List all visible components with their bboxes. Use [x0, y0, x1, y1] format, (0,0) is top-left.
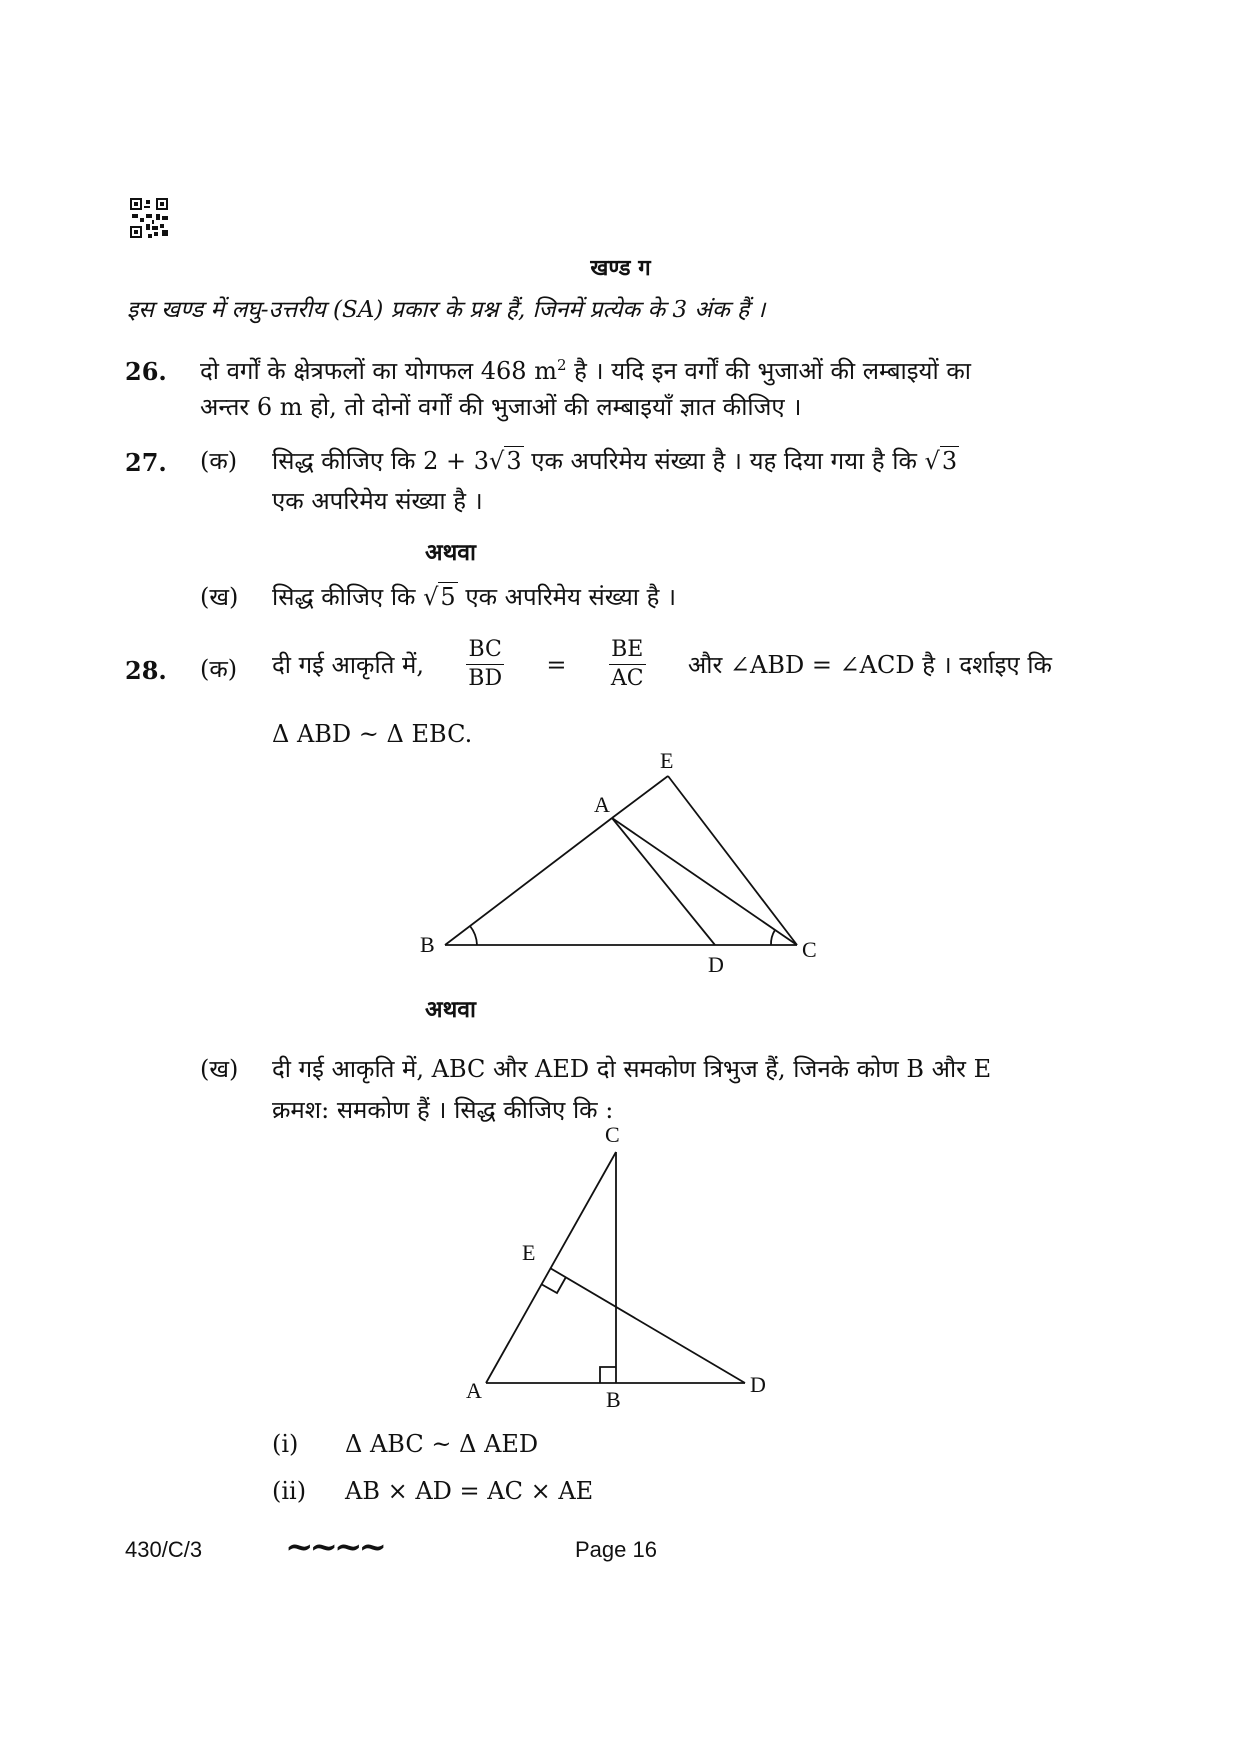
segment-ae — [612, 776, 668, 818]
sqrt-symbol: √3 — [924, 447, 958, 475]
question-28a-line2: Δ ABD ~ Δ EBC. — [272, 720, 473, 748]
part-i-text: Δ ABC ~ Δ AED — [345, 1430, 539, 1458]
question-27a-line1 — [272, 444, 959, 477]
question-26-line1 — [200, 354, 971, 387]
section-title: खण्ड ग — [590, 255, 651, 281]
question-28b-line1: दी गई आकृति में, ABC और AED दो समकोण त्रिभुज हैं, जिनके कोण B और E — [272, 1055, 992, 1083]
question-26-text-b: है । यदि इन वर्गों की भुजाओं की लम्बाइयों का — [566, 357, 971, 385]
right-angle-mark-b — [600, 1367, 616, 1383]
angle-mark-b — [470, 926, 477, 945]
question-number-28: 28. — [125, 656, 167, 685]
question-27b-label: (ख) — [200, 583, 239, 611]
or-label-27: अथवा — [425, 539, 477, 566]
section-note: इस खण्ड में लघु-उत्तरीय (SA) प्रकार के प्रश्न हैं, जिनमें प्रत्येक के 3 अंक हैं । — [127, 297, 766, 323]
sqrt-symbol: √5 — [423, 583, 456, 611]
segment-ac — [612, 818, 797, 945]
angle-mark-c — [771, 930, 775, 945]
question-27a-label: (क) — [200, 447, 238, 475]
label-c: C — [802, 937, 817, 962]
fraction-numerator: BE — [609, 636, 646, 665]
label-a: A — [594, 792, 610, 817]
right-angle-mark-e — [541, 1277, 566, 1293]
label-b-2: B — [606, 1387, 621, 1412]
label-b: B — [420, 932, 435, 957]
question-27a-text-a: सिद्ध कीजिए कि 2 + 3 — [272, 447, 490, 475]
fraction-be-ac — [609, 636, 646, 693]
segment-ad — [612, 818, 715, 945]
fraction-denominator: BD — [468, 666, 503, 691]
segment-ec — [668, 776, 797, 945]
question-26-line2: अन्तर 6 m हो, तो दोनों वर्गों की भुजाओं की लम्बाइयाँ ज्ञात कीजिए । — [200, 393, 802, 421]
part-ii-text: AB × AD = AC × AE — [345, 1477, 594, 1505]
question-28a-label: (क) — [200, 655, 238, 683]
question-number-26: 26. — [125, 357, 167, 386]
label-e: E — [660, 748, 674, 773]
question-27b-text-a: सिद्ध कीजिए कि — [272, 583, 424, 611]
sqrt-symbol: √3 — [489, 447, 522, 475]
segment-ed — [550, 1268, 745, 1383]
question-27a-line2: एक अपरिमेय संख्या है । — [272, 487, 483, 515]
sqrt-radicand: 3 — [941, 447, 958, 475]
qr-code-icon — [130, 198, 168, 238]
segment-ac-2 — [486, 1152, 616, 1383]
question-28a-line1 — [272, 636, 1052, 693]
label-e-2: E — [522, 1240, 536, 1265]
equals-sign: = — [546, 650, 567, 679]
fraction-bc-bd — [466, 636, 504, 693]
fraction-numerator: BC — [466, 636, 504, 665]
question-number-27: 27. — [125, 448, 167, 477]
label-d-2: D — [750, 1372, 766, 1397]
question-27b-text-b: एक अपरिमेय संख्या है । — [457, 583, 677, 611]
sqrt-radicand: 5 — [440, 583, 456, 611]
question-27b-line — [272, 580, 676, 613]
fraction-denominator: AC — [610, 666, 644, 691]
label-c-2: C — [605, 1122, 620, 1147]
label-d: D — [708, 952, 724, 977]
sqrt-radicand: 3 — [506, 447, 522, 475]
part-i-label: (i) — [272, 1430, 299, 1458]
question-28a-text1: दी गई आकृति में, — [272, 651, 424, 679]
question-26-superscript: 2 — [556, 356, 567, 374]
or-label-28: अथवा — [425, 996, 477, 1023]
footer-squiggle: ~~~~ — [285, 1527, 383, 1567]
segment-ba — [445, 818, 612, 945]
question-28b-label: (ख) — [200, 1055, 239, 1083]
question-28a-text2: और ∠ABD = ∠ACD है । दर्शाइए कि — [687, 651, 1052, 679]
label-a-2: A — [466, 1378, 482, 1403]
question-27a-text-b: एक अपरिमेय संख्या है । यह दिया गया है कि — [523, 447, 925, 475]
page-number: Page 16 — [575, 1537, 657, 1562]
question-28b-line2: क्रमश: समकोण हैं । सिद्ध कीजिए कि : — [272, 1096, 614, 1124]
question-26-text-a: दो वर्गों के क्षेत्रफलों का योगफल 468 m — [200, 357, 557, 385]
part-ii-label: (ii) — [272, 1477, 307, 1505]
paper-code: 430/C/3 — [125, 1537, 203, 1562]
